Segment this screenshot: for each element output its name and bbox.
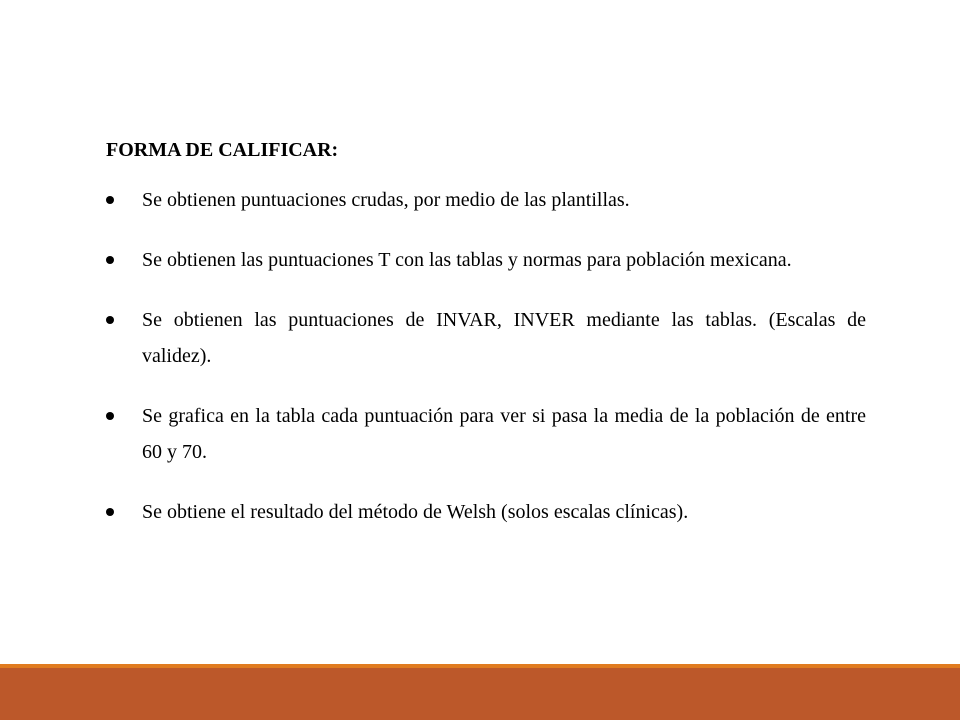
bullet-text: Se obtienen las puntuaciones de INVAR, INVER mediante las tablas. (Escalas de validez). <box>142 309 866 367</box>
bullet-dot-icon <box>106 196 114 204</box>
bullet-item <box>106 242 866 278</box>
slide-heading: FORMA DE CALIFICAR: <box>106 139 339 161</box>
bullet-text: Se obtienen las puntuaciones T con las tablas y normas para población mexicana. <box>142 249 792 271</box>
bullet-text: Se grafica en la tabla cada puntuación para ver si pasa la media de la población de entre 60 y 70. <box>142 405 866 463</box>
bullet-dot-icon <box>106 256 114 264</box>
bullet-dot-icon <box>106 316 114 324</box>
bullet-item <box>106 182 866 218</box>
footer-bar <box>0 668 960 720</box>
bullet-text: Se obtiene el resultado del método de Welsh (solos escalas clínicas). <box>142 501 689 523</box>
bullet-list <box>106 182 866 530</box>
bullet-dot-icon <box>106 412 114 420</box>
bullet-dot-icon <box>106 508 114 516</box>
bullet-item <box>106 494 866 530</box>
bullet-item <box>106 302 866 374</box>
slide-content <box>106 138 866 554</box>
bullet-text: Se obtienen puntuaciones crudas, por medio de las plantillas. <box>142 189 630 211</box>
bullet-item <box>106 398 866 470</box>
